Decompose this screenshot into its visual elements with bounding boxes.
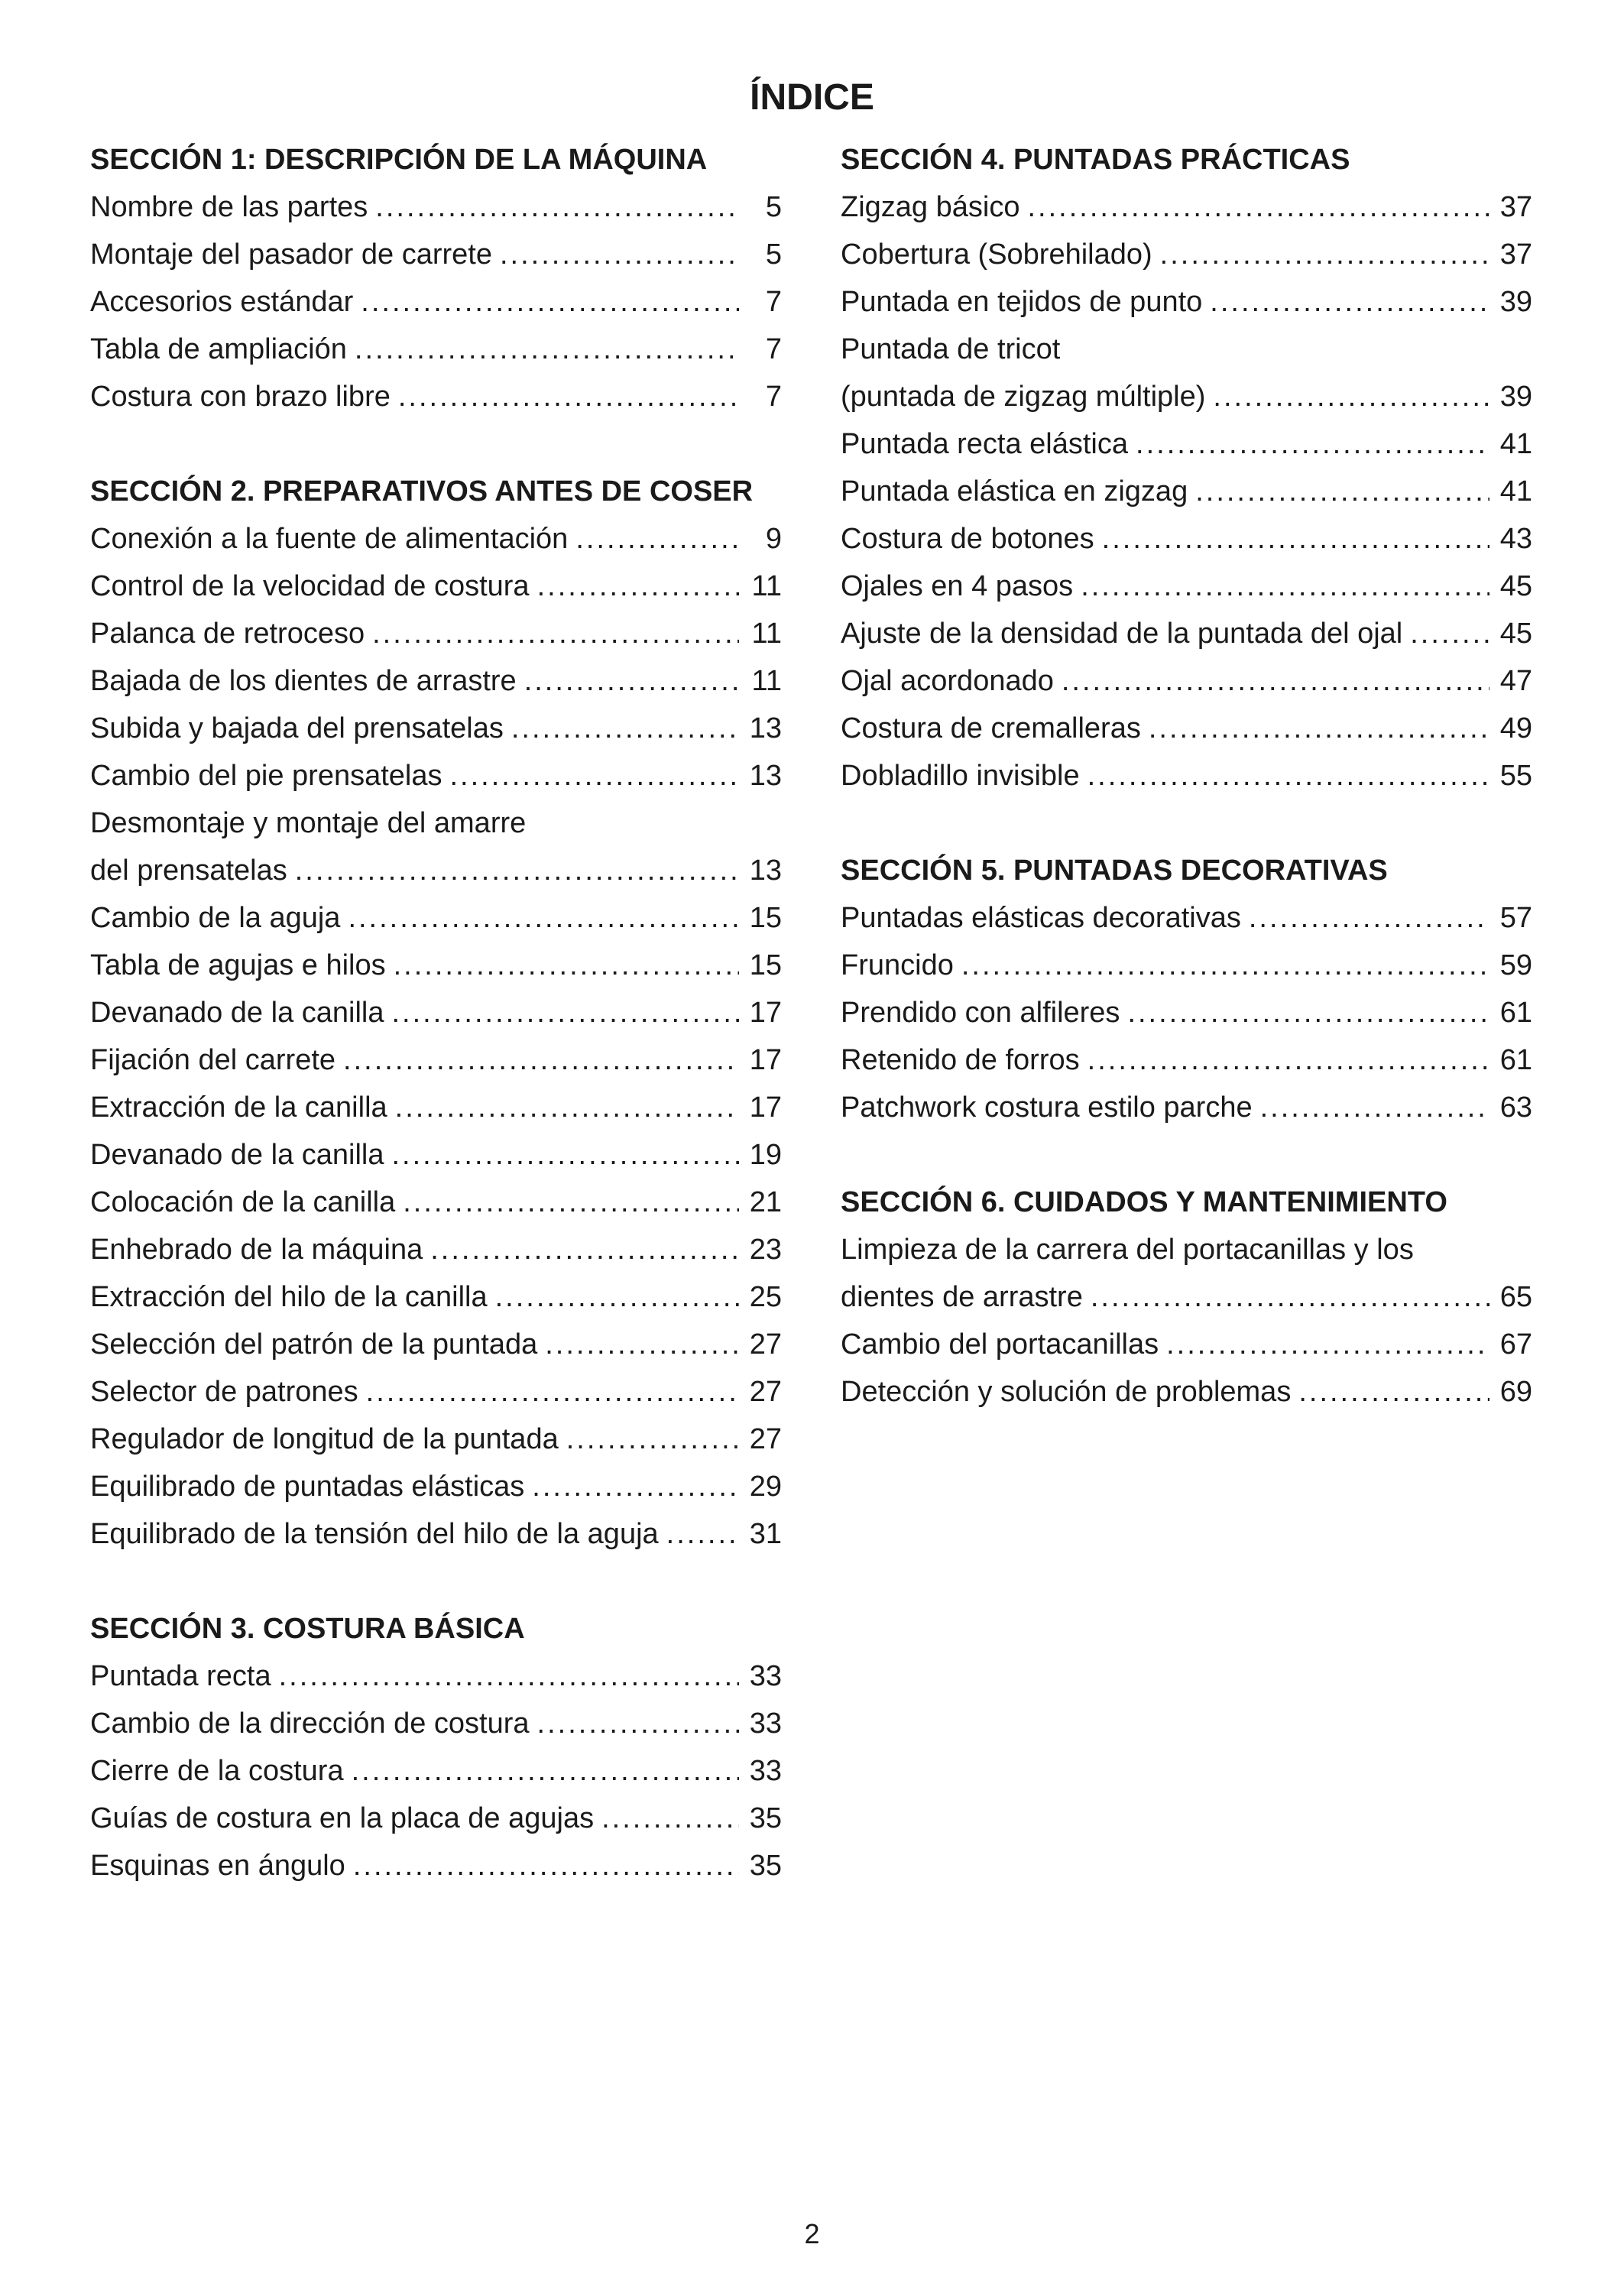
- dot-leader: [1027, 183, 1489, 231]
- toc-entry: [90, 1747, 782, 1795]
- toc-entry-label: (puntada de zigzag múltiple): [841, 381, 1206, 413]
- toc-entry: [90, 1179, 782, 1226]
- toc-entry-label: Cambio del pie prensatelas: [90, 760, 442, 792]
- toc-entry-page: 61: [1499, 1044, 1532, 1076]
- toc-entry: [90, 278, 782, 326]
- toc-entry-label: Cierre de la costura: [90, 1755, 344, 1787]
- toc-entry-page: 63: [1499, 1091, 1532, 1124]
- dot-leader: [1298, 1368, 1489, 1416]
- dot-leader: [500, 231, 739, 278]
- dot-leader: [1091, 1273, 1489, 1321]
- toc-entry: [90, 1036, 782, 1084]
- page-title: ÍNDICE: [750, 77, 874, 118]
- dot-leader: [352, 1747, 739, 1795]
- toc-entry-page: 55: [1499, 760, 1532, 792]
- toc-entry: [841, 610, 1532, 657]
- toc-entry: [841, 563, 1532, 610]
- toc-entry-page: 35: [749, 1802, 782, 1834]
- toc-entry-page: 15: [749, 949, 782, 981]
- toc-entry-page: 27: [749, 1423, 782, 1455]
- toc-section: [841, 136, 1532, 799]
- toc-entry: [90, 894, 782, 942]
- dot-leader: [1081, 563, 1489, 610]
- toc-entry: [90, 1273, 782, 1321]
- toc-entry-page: 33: [749, 1755, 782, 1787]
- toc-entry-label: Costura de botones: [841, 523, 1094, 555]
- dot-leader: [545, 1321, 739, 1368]
- toc-entry: [90, 1463, 782, 1510]
- toc-entry: [841, 1321, 1532, 1368]
- toc-entry-page: 33: [749, 1660, 782, 1692]
- toc-entry-label: Selección del patrón de la puntada: [90, 1328, 538, 1361]
- toc-entry-label: Devanado de la canilla: [90, 997, 384, 1029]
- dot-leader: [1210, 278, 1489, 326]
- toc-entry-label: Patchwork costura estilo parche: [841, 1091, 1253, 1124]
- dot-leader: [1102, 515, 1489, 563]
- toc-entry-label: Costura de cremalleras: [841, 712, 1141, 744]
- toc-entry-page: 59: [1499, 949, 1532, 981]
- toc-entry-label: Tabla de ampliación: [90, 333, 347, 365]
- dot-leader: [295, 847, 739, 894]
- toc-entry: [90, 705, 782, 752]
- dot-leader: [511, 705, 739, 752]
- dot-leader: [566, 1416, 739, 1463]
- dot-leader: [279, 1652, 739, 1700]
- toc-entry-label: Regulador de longitud de la puntada: [90, 1423, 559, 1455]
- dot-leader: [1088, 1036, 1489, 1084]
- toc-entry: [90, 563, 782, 610]
- toc-entry-label: Montaje del pasador de carrete: [90, 238, 492, 271]
- dot-leader: [961, 942, 1489, 989]
- toc-entry: [90, 183, 782, 231]
- toc-entry-page: 37: [1499, 191, 1532, 223]
- toc-entry-page: 65: [1499, 1281, 1532, 1313]
- toc-entry-page: 11: [751, 665, 782, 697]
- toc-entry-label: Ojal acordonado: [841, 665, 1054, 697]
- toc-entry-label: Extracción de la canilla: [90, 1091, 387, 1124]
- dot-leader: [532, 1463, 739, 1510]
- toc-entry: [841, 420, 1532, 468]
- toc-entry-label: del prensatelas: [90, 855, 287, 887]
- toc-entry-page: 49: [1499, 712, 1532, 744]
- toc-entry-page: 31: [749, 1518, 782, 1550]
- toc-section: [90, 468, 782, 1558]
- dot-leader: [1213, 373, 1489, 420]
- toc-entry-label: Puntadas elásticas decorativas: [841, 902, 1241, 934]
- section-title: SECCIÓN 6. CUIDADOS Y MANTENIMIENTO: [841, 1186, 1447, 1218]
- toc-entry: [90, 610, 782, 657]
- toc-entry-label: Puntada elástica en zigzag: [841, 475, 1188, 508]
- toc-entry-page: 37: [1499, 238, 1532, 271]
- dot-leader: [392, 989, 740, 1036]
- toc-entry-page: 9: [765, 523, 782, 555]
- toc-entry: [90, 231, 782, 278]
- toc-entry-label: Equilibrado de la tensión del hilo de la aguja: [90, 1518, 659, 1550]
- toc-entry: [90, 1652, 782, 1700]
- dot-leader: [361, 278, 739, 326]
- page-number: 2: [804, 2218, 820, 2249]
- toc-entry: [90, 1510, 782, 1558]
- toc-entry-label: Nombre de las partes: [90, 191, 368, 223]
- toc-entry-label: Accesorios estándar: [90, 286, 354, 318]
- toc-entry-label: Esquinas en ángulo: [90, 1850, 345, 1882]
- toc-entry-page: 7: [765, 333, 782, 365]
- toc-entry-page: 21: [749, 1186, 782, 1218]
- toc-entry-page: 57: [1499, 902, 1532, 934]
- toc-entry-page: 13: [749, 712, 782, 744]
- dot-leader: [348, 894, 739, 942]
- toc-entry: [841, 894, 1532, 942]
- toc-entry: [90, 1795, 782, 1842]
- toc-entry-label: Subida y bajada del prensatelas: [90, 712, 504, 744]
- toc-entry-label: Guías de costura en la placa de agujas: [90, 1802, 595, 1834]
- toc-entry-label: Cambio de la aguja: [90, 902, 341, 934]
- toc-entry-page: 61: [1499, 997, 1532, 1029]
- toc-entry: [90, 1700, 782, 1747]
- toc-entry-page: 17: [749, 1091, 782, 1124]
- dot-leader: [666, 1510, 739, 1558]
- toc-section: [841, 1179, 1532, 1416]
- toc-entry-page: 45: [1499, 618, 1532, 650]
- toc-entry-label: Puntada recta elástica: [841, 428, 1129, 460]
- toc-entry-page: 47: [1499, 665, 1532, 697]
- toc-entry-label: Detección y solución de problemas: [841, 1376, 1292, 1408]
- toc-entry-label: Tabla de agujas e hilos: [90, 949, 386, 981]
- toc-entry-page: 15: [749, 902, 782, 934]
- toc-entry: [90, 1416, 782, 1463]
- toc-entry-label: Colocación de la canilla: [90, 1186, 396, 1218]
- toc-entry-label: Retenido de forros: [841, 1044, 1080, 1076]
- toc-entry-page: 13: [749, 855, 782, 887]
- toc-entry-page: 11: [751, 570, 782, 602]
- toc-entry-page: 25: [749, 1281, 782, 1313]
- toc-entry-label: Cobertura (Sobrehilado): [841, 238, 1152, 271]
- dot-leader: [355, 326, 739, 373]
- toc-entry: [90, 657, 782, 705]
- toc-entry-page: 35: [749, 1850, 782, 1882]
- toc-entry-page: 33: [749, 1708, 782, 1740]
- toc-left-column: [90, 136, 782, 1937]
- toc-entry: [90, 326, 782, 373]
- toc-entry-label: Bajada de los dientes de arrastre: [90, 665, 517, 697]
- toc-entry-page: 17: [749, 997, 782, 1029]
- toc-entry: [841, 705, 1532, 752]
- toc-entry-page: 11: [751, 618, 782, 650]
- toc-entry-label: Cambio de la dirección de costura: [90, 1708, 530, 1740]
- toc-entry-label: Extracción del hilo de la canilla: [90, 1281, 488, 1313]
- dot-leader: [1195, 468, 1489, 515]
- dot-leader: [1136, 420, 1489, 468]
- section-title: SECCIÓN 4. PUNTADAS PRÁCTICAS: [841, 144, 1350, 176]
- toc-entry-page: 27: [749, 1376, 782, 1408]
- dot-leader: [537, 1700, 739, 1747]
- dot-leader: [1410, 610, 1489, 657]
- toc-entry: [90, 1842, 782, 1889]
- dot-leader: [392, 1131, 740, 1179]
- dot-leader: [450, 752, 740, 799]
- toc-entry-page: 41: [1499, 428, 1532, 460]
- toc-entry-page: 67: [1499, 1328, 1532, 1361]
- toc-entry-label: Costura con brazo libre: [90, 381, 391, 413]
- toc-entry-page: 27: [749, 1328, 782, 1361]
- dot-leader: [394, 942, 739, 989]
- toc-entry-label: Fijación del carrete: [90, 1044, 336, 1076]
- toc-entry-page: 5: [765, 238, 782, 271]
- toc-entry: [841, 278, 1532, 326]
- dot-leader: [366, 1368, 739, 1416]
- toc-entry-line: Limpieza de la carrera del portacanillas y los: [841, 1234, 1414, 1266]
- dot-leader: [1149, 705, 1489, 752]
- dot-leader: [372, 610, 739, 657]
- toc-entry: [841, 1273, 1532, 1321]
- toc-entry-label: Ojales en 4 pasos: [841, 570, 1074, 602]
- toc-entry-page: 23: [749, 1234, 782, 1266]
- dot-leader: [495, 1273, 739, 1321]
- toc-entry: [90, 1084, 782, 1131]
- toc-entry-label: Devanado de la canilla: [90, 1139, 384, 1171]
- toc-section: [90, 1605, 782, 1889]
- dot-leader: [1127, 989, 1489, 1036]
- toc-entry: [90, 1368, 782, 1416]
- dot-leader: [1166, 1321, 1489, 1368]
- toc-entry-label: Control de la velocidad de costura: [90, 570, 530, 602]
- dot-leader: [575, 515, 739, 563]
- dot-leader: [403, 1179, 739, 1226]
- toc-entry: [841, 231, 1532, 278]
- toc-entry-label: Zigzag básico: [841, 191, 1020, 223]
- toc-entry: [841, 657, 1532, 705]
- dot-leader: [395, 1084, 739, 1131]
- toc-entry-page: 7: [765, 286, 782, 318]
- toc-entry-label: Ajuste de la densidad de la puntada del ojal: [841, 618, 1403, 650]
- toc-right-column: [841, 136, 1532, 1463]
- toc-entry-line: Desmontaje y montaje del amarre: [90, 807, 527, 839]
- toc-entry: [841, 1084, 1532, 1131]
- dot-leader: [1088, 752, 1489, 799]
- toc-entry: [90, 373, 782, 420]
- toc-entry: [841, 989, 1532, 1036]
- toc-entry-label: Fruncido: [841, 949, 954, 981]
- toc-entry: [841, 1036, 1532, 1084]
- dot-leader: [601, 1795, 739, 1842]
- toc-entry-label: Enhebrado de la máquina: [90, 1234, 423, 1266]
- toc-entry: [90, 847, 782, 894]
- dot-leader: [537, 563, 739, 610]
- toc-section: [90, 136, 782, 420]
- toc-entry-label: Prendido con alfileres: [841, 997, 1120, 1029]
- toc-entry-label: Equilibrado de puntadas elásticas: [90, 1471, 525, 1503]
- dot-leader: [1160, 231, 1489, 278]
- toc-entry-page: 17: [749, 1044, 782, 1076]
- toc-entry-page: 39: [1499, 381, 1532, 413]
- toc-entry: [841, 515, 1532, 563]
- toc-entry: [841, 942, 1532, 989]
- section-title: SECCIÓN 1: DESCRIPCIÓN DE LA MÁQUINA: [90, 144, 708, 176]
- toc-entry-line: Puntada de tricot: [841, 333, 1061, 365]
- toc-entry: [841, 752, 1532, 799]
- toc-entry-page: 39: [1499, 286, 1532, 318]
- toc-entry-page: 45: [1499, 570, 1532, 602]
- toc-entry-page: 43: [1499, 523, 1532, 555]
- toc-entry: [841, 1368, 1532, 1416]
- toc-entry-label: Selector de patrones: [90, 1376, 358, 1408]
- toc-entry-page: 69: [1499, 1376, 1532, 1408]
- toc-entry-page: 41: [1499, 475, 1532, 508]
- toc-entry: [90, 1226, 782, 1273]
- toc-entry: [841, 183, 1532, 231]
- toc-entry-label: Conexión a la fuente de alimentación: [90, 523, 569, 555]
- dot-leader: [430, 1226, 739, 1273]
- toc-entry: [841, 373, 1532, 420]
- dot-leader: [353, 1842, 739, 1889]
- toc-entry-page: 13: [749, 760, 782, 792]
- toc-entry-label: dientes de arrastre: [841, 1281, 1083, 1313]
- dot-leader: [1062, 657, 1489, 705]
- toc-entry-page: 7: [765, 381, 782, 413]
- toc-entry-page: 29: [749, 1471, 782, 1503]
- toc-entry: [90, 515, 782, 563]
- toc-entry: [90, 989, 782, 1036]
- toc-entry-label: Dobladillo invisible: [841, 760, 1080, 792]
- dot-leader: [1260, 1084, 1489, 1131]
- dot-leader: [375, 183, 739, 231]
- dot-leader: [524, 657, 739, 705]
- section-title: SECCIÓN 5. PUNTADAS DECORATIVAS: [841, 855, 1388, 887]
- toc-entry: [90, 942, 782, 989]
- toc-entry-page: 19: [749, 1139, 782, 1171]
- toc-entry: [90, 1321, 782, 1368]
- toc-section: [841, 847, 1532, 1131]
- toc-entry-label: Palanca de retroceso: [90, 618, 365, 650]
- section-title: SECCIÓN 2. PREPARATIVOS ANTES DE COSER: [90, 475, 754, 508]
- toc-entry-label: Puntada recta: [90, 1660, 271, 1692]
- toc-entry-page: 5: [765, 191, 782, 223]
- toc-entry: [841, 468, 1532, 515]
- toc-entry: [90, 752, 782, 799]
- section-title: SECCIÓN 3. COSTURA BÁSICA: [90, 1613, 525, 1645]
- toc-entry-label: Cambio del portacanillas: [841, 1328, 1159, 1361]
- toc-entry-label: Puntada en tejidos de punto: [841, 286, 1203, 318]
- dot-leader: [398, 373, 739, 420]
- toc-entry: [90, 1131, 782, 1179]
- dot-leader: [1249, 894, 1489, 942]
- dot-leader: [343, 1036, 739, 1084]
